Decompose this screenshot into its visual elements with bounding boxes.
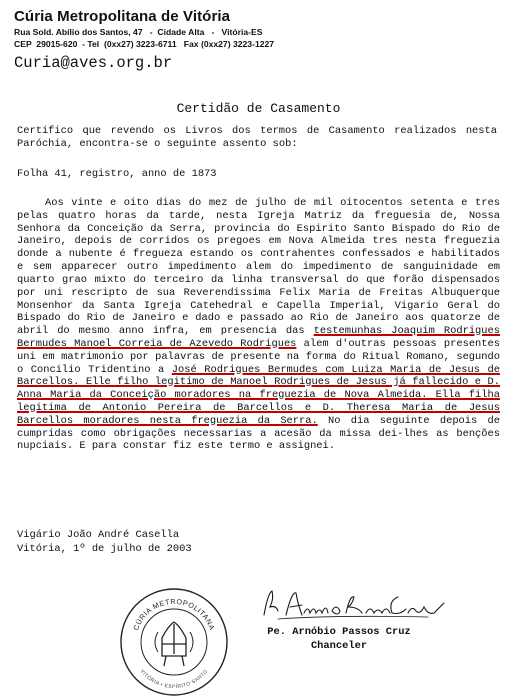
mitre-emblem-icon bbox=[155, 622, 193, 666]
record-text-part-1: Aos vinte e oito dias do mez de julho de mil oitocentos setenta e tres pelas quatro horas da tarde, nesta Igreja Matriz da freguesia de, Nossa Senhora da Conceição da Serra, provincia do Espirito Santo Bispado do Rio de Janeiro, depois de corridos os pregoes em Nova Almeida tres nesta freguezia donde a nubente é freguez bbox=[17, 197, 500, 261]
signer-name: Pe. Arnóbio Passos Cruz bbox=[267, 626, 411, 638]
seal-text-bottom: VITÓRIA • ESPÍRITO SANTO bbox=[138, 668, 210, 691]
curia-seal-stamp bbox=[118, 586, 230, 698]
signoff bbox=[17, 529, 192, 556]
svg-text:VITÓRIA • ESPÍRITO SANTO bbox=[139, 669, 210, 690]
institution-contact: CEP 29015-620 - Tel (0xx27) 3223-6711 Fax (0xx27) 3223-1227 bbox=[14, 39, 275, 49]
institution-email: Curia@aves.org.br bbox=[14, 54, 173, 72]
record-text-part-4: No dia seguinte depois de cumpridas como obrigações necessarias a acesão da missa dei-lhes as benções nupciais. E para constar fiz este termo e assignei. bbox=[17, 414, 500, 453]
vigario-name: Vigário João André Casella bbox=[17, 529, 180, 541]
institution-name: Cúria Metropolitana de Vitória bbox=[14, 8, 231, 25]
institution-address: Rua Sold. Abílio dos Santos, 47 - Cidade Alta - Vitória-ES bbox=[14, 27, 263, 37]
marriage-record-text bbox=[17, 197, 500, 453]
signer-role: Chanceler bbox=[310, 639, 368, 652]
letterhead bbox=[14, 8, 274, 73]
issue-date: Vitória, 1º de julho de 2003 bbox=[17, 542, 192, 555]
document-title: Certidão de Casamento bbox=[176, 101, 341, 116]
handwritten-signature bbox=[258, 585, 448, 625]
signer-block bbox=[264, 626, 414, 653]
record-text-part-2: a estando os contrahentes confessados e habilitados e sem apparecer outro impedimento alem do impedimento de sanguinidade em quarto grao mixto do terceiro da linha transversal do que forão dispensados por uni rescripto de sua Reverendissima Felix Maria de Freitas Albuquerque Monsenhor da Santa Igreja Catehedral e Capella Imperial, Vigario Geral do Bispado do Rio de Janeiro e dado e passado ao Rio de Janeiro aos quatorze de abril do mesmo anno infra, em presencia das bbox=[17, 248, 500, 338]
witnesses-underlined: testemunhas Joaquim Rodrigues Bermudes Manoel Correia de Azevedo Rodrigues bbox=[17, 325, 500, 350]
seal-text-top: CÚRIA METROPOLITANA bbox=[131, 596, 217, 632]
spouses-underlined: José Rodrigues Bermudes com Luiza Maria de Jesus de Barcellos. Elle filho legitimo de Manoel Rodrigues de Jesus já fallecido e D. Anna Maria da Conceição moradores na freguezia de Nova Almeida. Ella filha legitima de Antonio Pereira de Barcellos e D. Theresa Maria de Jesus Barcellos moradores nesta freguezia da Serra. bbox=[17, 363, 500, 427]
record-text-part-3: alem d'outras pessoas presentes uni em matrimonio por palavras de presente na forma do Ritual Romano, segundo o Concilio Tridentino a bbox=[17, 337, 500, 376]
register-reference: Folha 41, registro, anno de 1873 bbox=[17, 168, 217, 180]
intro-paragraph: Certifico que revendo os Livros dos termos de Casamento realizados nesta Paróchia, encontra-se o seguinte assento sob: bbox=[17, 125, 497, 151]
